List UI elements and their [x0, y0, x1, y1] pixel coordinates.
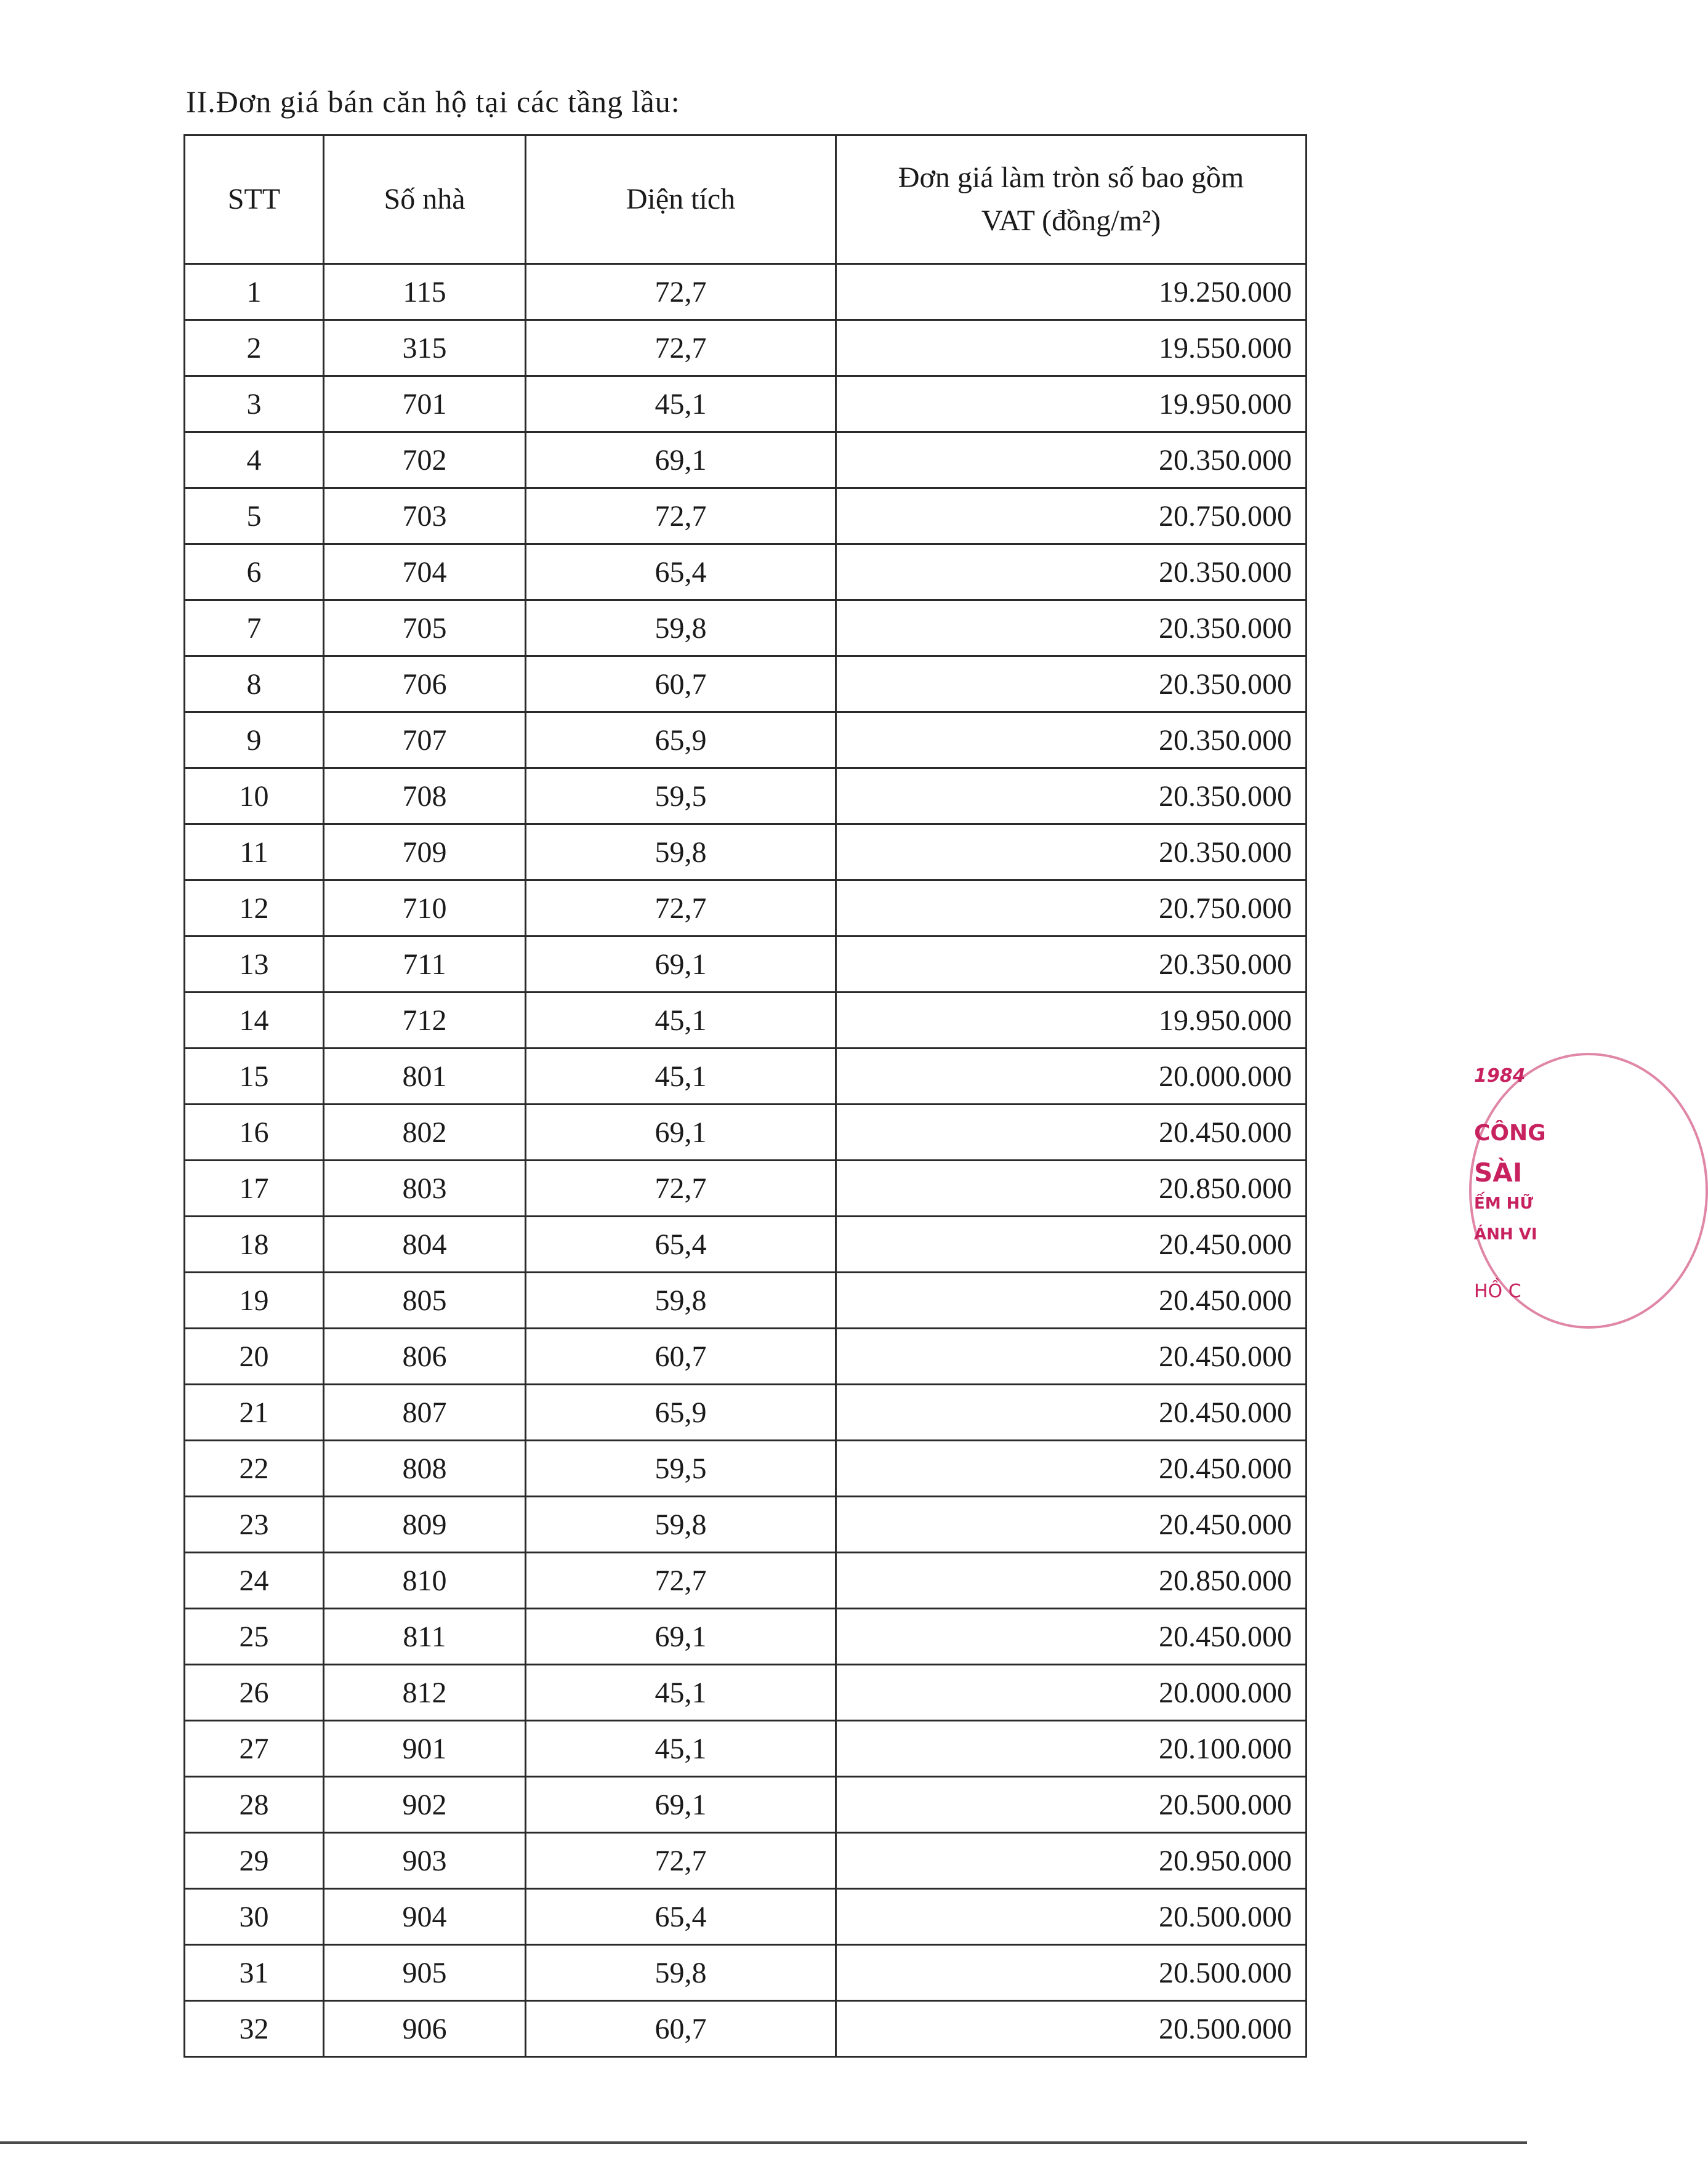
cell-unit-price: 20.350.000 [836, 768, 1307, 824]
table-row [185, 1833, 1307, 1889]
cell-house-number: 807 [324, 1385, 526, 1441]
cell-unit-price: 20.450.000 [836, 1273, 1307, 1329]
cell-unit-price: 20.350.000 [836, 936, 1307, 992]
cell-house-number: 802 [324, 1105, 526, 1161]
table-body [185, 264, 1307, 2057]
table-row [185, 1329, 1307, 1385]
cell-area: 69,1 [526, 432, 836, 488]
cell-stt: 3 [185, 376, 324, 432]
table-row [185, 656, 1307, 712]
cell-stt: 16 [185, 1105, 324, 1161]
cell-house-number: 905 [324, 1945, 526, 2001]
cell-unit-price: 20.750.000 [836, 488, 1307, 544]
cell-stt: 22 [185, 1441, 324, 1497]
stamp-line-5: HỒ C [1474, 1281, 1521, 1302]
cell-area: 69,1 [526, 1105, 836, 1161]
cell-stt: 2 [185, 320, 324, 376]
cell-house-number: 804 [324, 1217, 526, 1273]
header-house-number: Số nhà [324, 135, 526, 264]
cell-house-number: 707 [324, 712, 526, 768]
cell-area: 65,4 [526, 1217, 836, 1273]
cell-house-number: 809 [324, 1497, 526, 1553]
cell-stt: 1 [185, 264, 324, 320]
cell-area: 59,5 [526, 1441, 836, 1497]
cell-house-number: 705 [324, 600, 526, 656]
stamp-line-3: ẾM HỮ [1474, 1194, 1534, 1213]
cell-area: 60,7 [526, 1329, 836, 1385]
cell-stt: 13 [185, 936, 324, 992]
cell-stt: 19 [185, 1273, 324, 1329]
cell-stt: 12 [185, 880, 324, 936]
table-row [185, 880, 1307, 936]
cell-area: 72,7 [526, 320, 836, 376]
page-bottom-rule [0, 2141, 1527, 2144]
table-row [185, 320, 1307, 376]
cell-house-number: 812 [324, 1665, 526, 1721]
cell-unit-price: 20.450.000 [836, 1105, 1307, 1161]
table-row [185, 1385, 1307, 1441]
cell-area: 45,1 [526, 992, 836, 1049]
cell-house-number: 704 [324, 544, 526, 600]
cell-stt: 26 [185, 1665, 324, 1721]
table-row [185, 1497, 1307, 1553]
table-row [185, 768, 1307, 824]
cell-area: 45,1 [526, 1049, 836, 1105]
cell-unit-price: 20.350.000 [836, 824, 1307, 880]
cell-area: 72,7 [526, 880, 836, 936]
cell-house-number: 702 [324, 432, 526, 488]
header-unit-price-line1: Đơn giá làm tròn số bao gồm [898, 161, 1244, 195]
header-area: Diện tích [526, 135, 836, 264]
table-row [185, 600, 1307, 656]
cell-stt: 27 [185, 1721, 324, 1777]
cell-area: 59,8 [526, 600, 836, 656]
cell-house-number: 709 [324, 824, 526, 880]
cell-unit-price: 20.450.000 [836, 1497, 1307, 1553]
cell-area: 69,1 [526, 1609, 836, 1665]
cell-unit-price: 20.950.000 [836, 1833, 1307, 1889]
table-row [185, 376, 1307, 432]
cell-unit-price: 20.500.000 [836, 1777, 1307, 1833]
header-unit-price [836, 135, 1307, 264]
cell-area: 65,9 [526, 1385, 836, 1441]
table-row [185, 1889, 1307, 1945]
table-row [185, 544, 1307, 600]
table-row [185, 1049, 1307, 1105]
cell-stt: 21 [185, 1385, 324, 1441]
cell-area: 59,8 [526, 1945, 836, 2001]
cell-stt: 11 [185, 824, 324, 880]
cell-stt: 4 [185, 432, 324, 488]
cell-stt: 18 [185, 1217, 324, 1273]
cell-unit-price: 20.450.000 [836, 1441, 1307, 1497]
cell-stt: 28 [185, 1777, 324, 1833]
page-heading: II.Đơn giá bán căn hộ tại các tầng lầu: [186, 84, 680, 119]
cell-area: 45,1 [526, 1665, 836, 1721]
table-row [185, 1553, 1307, 1609]
cell-area: 65,4 [526, 544, 836, 600]
cell-stt: 29 [185, 1833, 324, 1889]
table-row [185, 264, 1307, 320]
table-row [185, 712, 1307, 768]
cell-area: 69,1 [526, 936, 836, 992]
cell-area: 65,9 [526, 712, 836, 768]
table-row [185, 1945, 1307, 2001]
cell-unit-price: 20.450.000 [836, 1385, 1307, 1441]
cell-unit-price: 20.450.000 [836, 1609, 1307, 1665]
cell-area: 59,8 [526, 1497, 836, 1553]
cell-stt: 6 [185, 544, 324, 600]
cell-area: 59,8 [526, 824, 836, 880]
cell-house-number: 803 [324, 1161, 526, 1217]
cell-area: 72,7 [526, 1161, 836, 1217]
cell-house-number: 701 [324, 376, 526, 432]
cell-house-number: 805 [324, 1273, 526, 1329]
cell-house-number: 708 [324, 768, 526, 824]
table-row [185, 1441, 1307, 1497]
cell-unit-price: 20.350.000 [836, 544, 1307, 600]
cell-house-number: 703 [324, 488, 526, 544]
cell-stt: 25 [185, 1609, 324, 1665]
cell-unit-price: 20.350.000 [836, 432, 1307, 488]
cell-stt: 24 [185, 1553, 324, 1609]
cell-unit-price: 19.550.000 [836, 320, 1307, 376]
cell-stt: 17 [185, 1161, 324, 1217]
stamp-line-2: SÀI [1474, 1158, 1523, 1188]
cell-house-number: 712 [324, 992, 526, 1049]
cell-area: 60,7 [526, 2001, 836, 2057]
cell-area: 69,1 [526, 1777, 836, 1833]
cell-area: 59,8 [526, 1273, 836, 1329]
cell-unit-price: 20.000.000 [836, 1049, 1307, 1105]
cell-stt: 20 [185, 1329, 324, 1385]
cell-area: 45,1 [526, 1721, 836, 1777]
cell-unit-price: 20.450.000 [836, 1217, 1307, 1273]
cell-unit-price: 20.450.000 [836, 1329, 1307, 1385]
stamp-year: 1984 [1474, 1065, 1526, 1087]
cell-unit-price: 19.950.000 [836, 376, 1307, 432]
cell-stt: 23 [185, 1497, 324, 1553]
table-row [185, 1777, 1307, 1833]
table-row [185, 1721, 1307, 1777]
cell-unit-price: 20.100.000 [836, 1721, 1307, 1777]
table-row [185, 488, 1307, 544]
table-row [185, 1273, 1307, 1329]
cell-house-number: 808 [324, 1441, 526, 1497]
table-header-row [185, 135, 1307, 264]
cell-stt: 9 [185, 712, 324, 768]
cell-house-number: 801 [324, 1049, 526, 1105]
cell-area: 65,4 [526, 1889, 836, 1945]
cell-area: 72,7 [526, 1833, 836, 1889]
cell-unit-price: 19.950.000 [836, 992, 1307, 1049]
table-row [185, 2001, 1307, 2057]
cell-area: 45,1 [526, 376, 836, 432]
cell-area: 60,7 [526, 656, 836, 712]
stamp-line-4: ÁNH VI [1474, 1225, 1537, 1244]
cell-area: 59,5 [526, 768, 836, 824]
table-row [185, 824, 1307, 880]
cell-unit-price: 20.500.000 [836, 2001, 1307, 2057]
cell-stt: 10 [185, 768, 324, 824]
cell-stt: 15 [185, 1049, 324, 1105]
table-row [185, 1161, 1307, 1217]
cell-house-number: 806 [324, 1329, 526, 1385]
cell-stt: 30 [185, 1889, 324, 1945]
apartment-price-table [183, 134, 1307, 2058]
cell-stt: 5 [185, 488, 324, 544]
table-row [185, 992, 1307, 1049]
stamp-line-1: CÔNG [1474, 1121, 1546, 1146]
cell-house-number: 706 [324, 656, 526, 712]
cell-house-number: 811 [324, 1609, 526, 1665]
cell-stt: 14 [185, 992, 324, 1049]
cell-unit-price: 20.350.000 [836, 712, 1307, 768]
cell-house-number: 902 [324, 1777, 526, 1833]
table-row [185, 1105, 1307, 1161]
table-row [185, 1665, 1307, 1721]
cell-unit-price: 20.500.000 [836, 1889, 1307, 1945]
cell-house-number: 810 [324, 1553, 526, 1609]
company-stamp [1469, 1053, 1546, 1330]
cell-house-number: 906 [324, 2001, 526, 2057]
cell-stt: 7 [185, 600, 324, 656]
cell-stt: 32 [185, 2001, 324, 2057]
cell-stt: 8 [185, 656, 324, 712]
table-row [185, 1217, 1307, 1273]
cell-unit-price: 20.850.000 [836, 1553, 1307, 1609]
cell-unit-price: 20.750.000 [836, 880, 1307, 936]
cell-house-number: 315 [324, 320, 526, 376]
cell-unit-price: 20.000.000 [836, 1665, 1307, 1721]
cell-house-number: 903 [324, 1833, 526, 1889]
cell-stt: 31 [185, 1945, 324, 2001]
cell-area: 72,7 [526, 1553, 836, 1609]
cell-unit-price: 20.850.000 [836, 1161, 1307, 1217]
header-stt: STT [185, 135, 324, 264]
cell-unit-price: 20.350.000 [836, 656, 1307, 712]
cell-house-number: 901 [324, 1721, 526, 1777]
cell-house-number: 711 [324, 936, 526, 992]
cell-area: 72,7 [526, 488, 836, 544]
table-row [185, 936, 1307, 992]
table-row [185, 432, 1307, 488]
cell-area: 72,7 [526, 264, 836, 320]
table-row [185, 1609, 1307, 1665]
cell-unit-price: 19.250.000 [836, 264, 1307, 320]
cell-unit-price: 20.500.000 [836, 1945, 1307, 2001]
cell-house-number: 115 [324, 264, 526, 320]
header-unit-price-line2: VAT (đồng/m²) [981, 204, 1161, 237]
cell-house-number: 710 [324, 880, 526, 936]
cell-house-number: 904 [324, 1889, 526, 1945]
cell-unit-price: 20.350.000 [836, 600, 1307, 656]
